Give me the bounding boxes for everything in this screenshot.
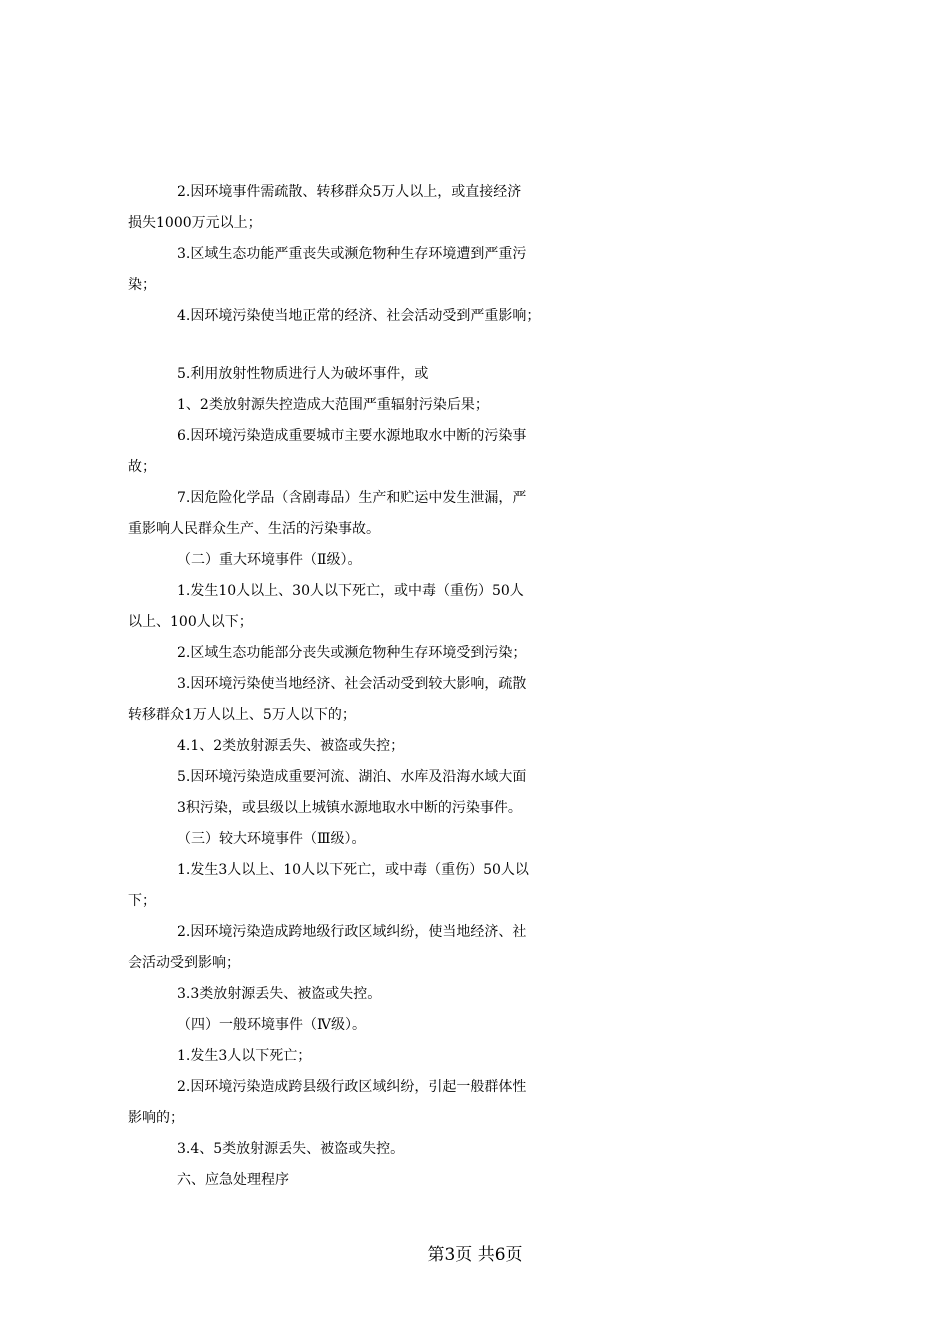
text-line: 1.发生3人以下死亡； (177, 1048, 312, 1064)
text-line: 1.发生10人以上、30人以下死亡，或中毒（重伤）50人 (177, 583, 524, 599)
page-number-footer: 第3页 共6页 (427, 1245, 523, 1265)
section-heading: （二）重大环境事件（Ⅱ级）。 (177, 552, 362, 568)
text-line: 转移群众1万人以上、5万人以下的； (128, 707, 356, 723)
text-line: 2.因环境事件需疏散、转移群众5万人以上，或直接经济 (177, 184, 522, 200)
text-line: 7.因危险化学品（含剧毒品）生产和贮运中发生泄漏，严 (177, 490, 527, 506)
text-line: 3.4、5类放射源丢失、被盗或失控。 (177, 1141, 405, 1157)
text-line: 染； (128, 277, 156, 293)
text-line: 1.发生3人以上、10人以下死亡，或中毒（重伤）50人以 (177, 862, 529, 878)
section-heading: （三）较大环境事件（Ⅲ级）。 (177, 831, 366, 847)
section-heading: （四）一般环境事件（Ⅳ级）。 (177, 1017, 366, 1033)
text-line: 1、2类放射源失控造成大范围严重辐射污染后果； (177, 397, 489, 413)
text-line: 3.3类放射源丢失、被盗或失控。 (177, 986, 382, 1002)
text-line: 会活动受到影响； (128, 955, 240, 971)
text-line: 2.区域生态功能部分丧失或濒危物种生存环境受到污染； (177, 645, 527, 661)
text-line: 5.利用放射性物质进行人为破坏事件，或 (177, 366, 429, 382)
text-line: 6.因环境污染造成重要城市主要水源地取水中断的污染事 (177, 428, 527, 444)
text-line: 故； (128, 459, 156, 475)
text-line: 3.区域生态功能严重丧失或濒危物种生存环境遭到严重污 (177, 246, 527, 262)
text-line: 4.1、2类放射源丢失、被盗或失控； (177, 738, 405, 754)
text-line: 2.因环境污染造成跨地级行政区域纠纷，使当地经济、社 (177, 924, 527, 940)
text-line: 5.因环境污染造成重要河流、湖泊、水库及沿海水域大面 (177, 769, 527, 785)
text-line: 影响的； (128, 1110, 184, 1126)
text-line: 3积污染，或县级以上城镇水源地取水中断的污染事件。 (177, 800, 522, 816)
text-line: 损失1000万元以上； (128, 215, 262, 231)
text-line: 4.因环境污染使当地正常的经济、社会活动受到严重影响； (177, 308, 541, 324)
text-line: 下； (128, 893, 156, 909)
text-line: 3.因环境污染使当地经济、社会活动受到较大影响，疏散 (177, 676, 527, 692)
text-line: 重影响人民群众生产、生活的污染事故。 (128, 521, 380, 537)
text-line: 2.因环境污染造成跨县级行政区域纠纷，引起一般群体性 (177, 1079, 527, 1095)
text-line: 以上、100人以下； (128, 614, 253, 630)
section-heading: 六、应急处理程序 (177, 1172, 289, 1188)
